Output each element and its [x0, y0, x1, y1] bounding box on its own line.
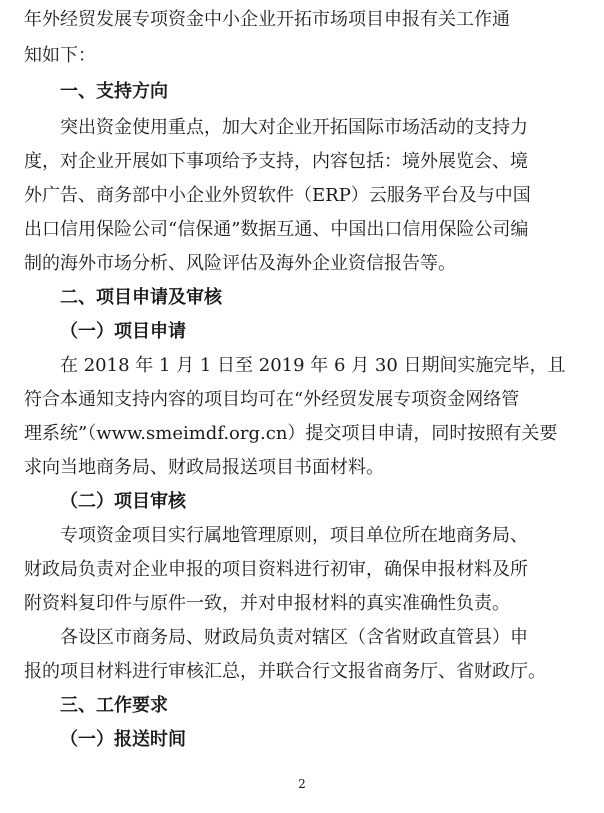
- paragraph-line: 理系统”（www.smeimdf.org.cn）提交项目申请，同时按照有关要: [24, 423, 558, 444]
- paragraph-line: 度，对企业开展如下事项给予支持，内容包括：境外展览会、境: [24, 151, 528, 172]
- paragraph-line: 符合本通知支持内容的项目均可在“外经贸发展专项资金网络管: [24, 389, 520, 410]
- section-heading-requirements: 三、工作要求: [60, 695, 168, 716]
- page-number: 2: [298, 777, 306, 791]
- section-heading-application: 二、项目申请及审核: [60, 287, 222, 308]
- paragraph-line: 附资料复印件与原件一致，并对申报材料的真实准确性负责。: [24, 593, 510, 614]
- paragraph-line: 在 2018 年 1 月 1 日至 2019 年 6 月 30 日期间实施完毕，且: [60, 355, 566, 376]
- section-heading-support: 一、支持方向: [60, 81, 168, 102]
- paragraph-line: 制的海外市场分析、风险评估及海外企业资信报告等。: [24, 253, 456, 274]
- paragraph-line: 外广告、商务部中小企业外贸软件（ERP）云服务平台及与中国: [24, 185, 531, 206]
- paragraph-line: 财政局负责对企业申报的项目资料进行初审，确保申报材料及所: [24, 559, 528, 580]
- paragraph-line: 专项资金项目实行属地管理原则，项目单位所在地商务局、: [60, 525, 528, 546]
- intro-line: 知如下：: [24, 45, 96, 66]
- subsection-heading-deadline: （一）报送时间: [60, 729, 186, 750]
- paragraph-line: 各设区市商务局、财政局负责对辖区（含省财政直管县）申: [60, 627, 528, 648]
- paragraph-line: 突出资金使用重点，加大对企业开拓国际市场活动的支持力: [60, 117, 528, 138]
- subsection-heading-apply: （一）项目申请: [60, 321, 186, 342]
- paragraph-line: 出口信用保险公司“信保通”数据互通、中国出口信用保险公司编: [24, 219, 529, 240]
- paragraph-line: 报的项目材料进行审核汇总，并联合行文报省商务厅、省财政厅。: [24, 661, 546, 682]
- subsection-heading-review: （二）项目审核: [60, 491, 186, 512]
- intro-line: 年外经贸发展专项资金中小企业开拓市场项目申报有关工作通: [24, 9, 510, 30]
- paragraph-line: 求向当地商务局、财政局报送项目书面材料。: [24, 457, 384, 478]
